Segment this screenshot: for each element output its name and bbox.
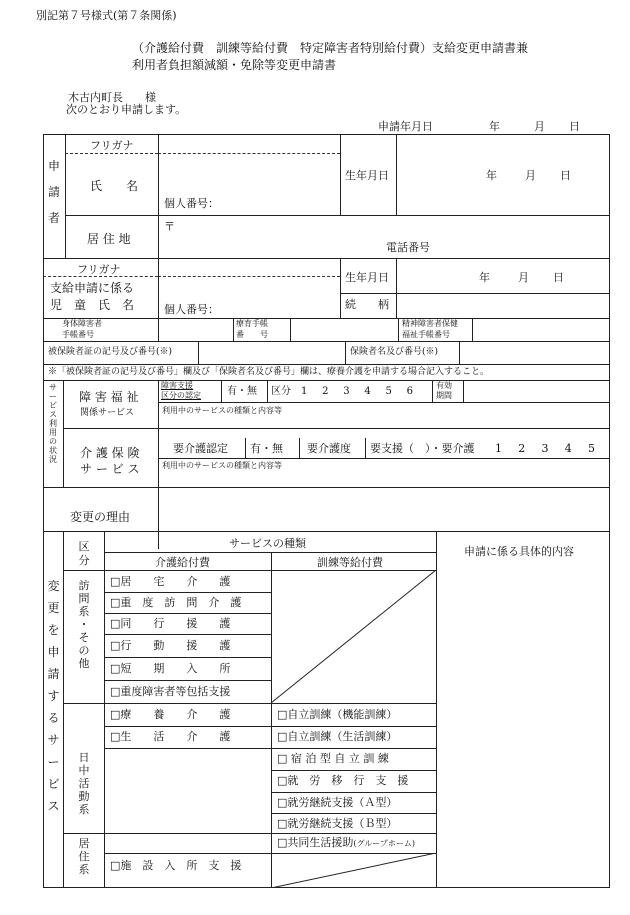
residence-diagonal [271,853,436,888]
applicant-address-label: 居 住 地 [87,232,131,246]
valid-period-line-1: 有効 [436,381,452,390]
care-level-numbers: 1 2 3 4 5 [495,442,595,455]
physical-handbook-line-1: 身体障害者 [62,319,102,328]
category-label: 区分 [271,386,291,397]
visit-item-2[interactable]: □重 度 訪 問 介 護 [110,596,242,609]
care-cert-label: 要介護認定 [173,442,228,455]
insurer-label: 保険者名及び番号(※) [350,347,439,357]
applicant-name-label: 氏 名 [90,179,139,193]
support-care-label: 要支援（ ）・要介護 [370,442,475,455]
application-date-month: 月 [534,120,545,133]
phone-label: 電話番号 [386,241,430,254]
applicant-birth-month: 月 [525,169,536,182]
visit-group-label: 訪 問 系 ・ そ の 他 [78,579,90,670]
form-number: 別記第７号様式(第７条関係) [36,9,177,22]
child-birth-day: 日 [553,271,564,284]
care-level-label: 要介護度 [307,442,351,455]
applicant-section-label: 申 請 者 [47,159,60,225]
visit-item-1[interactable]: □居 宅 介 護 [110,575,231,588]
kubun-label: 区 分 [78,540,90,567]
not-applicable-diagonal [271,570,436,703]
day-group-label: 日 中 活 動 系 [78,751,90,816]
care-label-line-1: 介 護 保 険 [80,446,140,460]
title-line-1: （介護給付費 訓練等給付費 特定障害者特別給付費）支給変更申請書兼 [132,41,529,55]
category-cert-line-2: 区分の認定 [161,391,201,400]
welfare-in-use-note: 利用中のサービスの種類と内容等 [162,406,282,415]
service-types-header: サービスの種類 [229,537,306,550]
visit-item-6[interactable]: □重度障害者等包括支援 [110,685,231,698]
care-benefits-header: 介護給付費 [155,556,210,569]
child-birthdate-label: 生年月日 [345,271,389,284]
care-in-use-note: 利用中のサービスの種類と内容等 [162,461,282,470]
welfare-label-line-1: 障 害 福 祉 [79,390,139,404]
mental-handbook-line-1: 精神障害者保健 [402,319,458,328]
facility-item[interactable]: □施 設 入 所 支 援 [110,859,242,872]
child-label-line-1: 支給申請に係る [50,281,135,295]
child-relationship-label: 続 柄 [345,298,389,311]
physical-handbook-line-2: 手帳番号 [62,330,94,339]
residence-group-label: 居 住 系 [78,837,90,876]
application-date-label: 申請年月日 [378,120,433,133]
care-label-line-2: サ ー ビ ス [80,462,140,476]
mental-handbook-line-2: 福祉手帳番号 [402,330,450,339]
day-training-item-4[interactable]: □就 労 移 行 支 援 [277,774,409,787]
child-furigana-label: フリガナ [77,263,121,276]
welfare-label-line-2: 関係サービス [80,408,135,418]
applicant-furigana-label: フリガナ [90,139,134,152]
change-services-side-label: 変 更 を 申 請 す る サ ー ビ ス [47,579,60,813]
applicant-birth-day: 日 [560,169,571,182]
postal-mark: 〒 [164,220,175,233]
applicant-birthdate-label: 生年月日 [345,169,389,182]
category-numbers: 1 2 3 4 5 6 [301,386,413,397]
day-training-item-5[interactable]: □就労継続支援（Ａ型） [277,796,398,809]
specific-content-header: 申請に係る具体的内容 [464,545,574,558]
ryoiku-handbook-line-2: 番 号 [236,330,268,339]
applicant-individual-number-label: 個人番号： [164,197,219,210]
child-birth-year: 年 [479,271,490,284]
ryoiku-handbook-line-1: 療育手帳 [236,319,268,328]
visit-item-5[interactable]: □短 期 入 所 [110,662,231,675]
day-training-item-6[interactable]: □就労継続支援（Ｂ型） [277,817,398,830]
application-date-day: 日 [569,120,580,133]
visit-item-4[interactable]: □行 動 援 護 [110,639,231,652]
day-training-item-3[interactable]: □ 宿 泊 型 自 立 訓 練 [277,752,389,765]
visit-item-3[interactable]: □同 行 援 護 [110,617,231,630]
applicant-birth-year: 年 [486,169,497,182]
group-home-item[interactable]: □共同生活援助(グループホーム) [277,836,416,849]
care-cert-yes-no: 有・無 [250,442,283,455]
title-line-2: 利用者負担額減額・免除等変更申請書 [132,58,337,72]
application-date-year: 年 [489,120,500,133]
child-birth-month: 月 [518,271,529,284]
change-reason-label: 変更の理由 [70,510,131,524]
day-training-item-2[interactable]: □自立訓練（生活訓練） [277,730,398,743]
child-label-line-2: 児 童 氏 名 [50,298,135,312]
addressee: 木古内町長 様 [68,91,156,104]
note-text: ※「被保険者証の記号及び番号」欄及び「保険者名及び番号」欄は、療養介護を申請する場合記入すること。 [48,367,490,377]
service-usage-side-label: サ ー ビ ス 利 用 の 状 況 [49,383,57,464]
day-care-item-1[interactable]: □療 養 介 護 [110,708,231,721]
day-training-item-1[interactable]: □自立訓練（機能訓練） [277,708,398,721]
insured-number-label: 被保険者証の記号及び番号(※) [48,347,173,357]
category-cert-line-1: 障害支援 [161,381,193,390]
valid-period-line-2: 期間 [436,391,452,400]
day-care-item-2[interactable]: □生 活 介 護 [110,730,231,743]
child-individual-number-label: 個人番号： [164,303,219,316]
training-benefits-header: 訓練等給付費 [317,556,383,569]
category-yes-no: 有・無 [227,386,257,397]
intro-text: 次のとおり申請します。 [66,103,187,116]
